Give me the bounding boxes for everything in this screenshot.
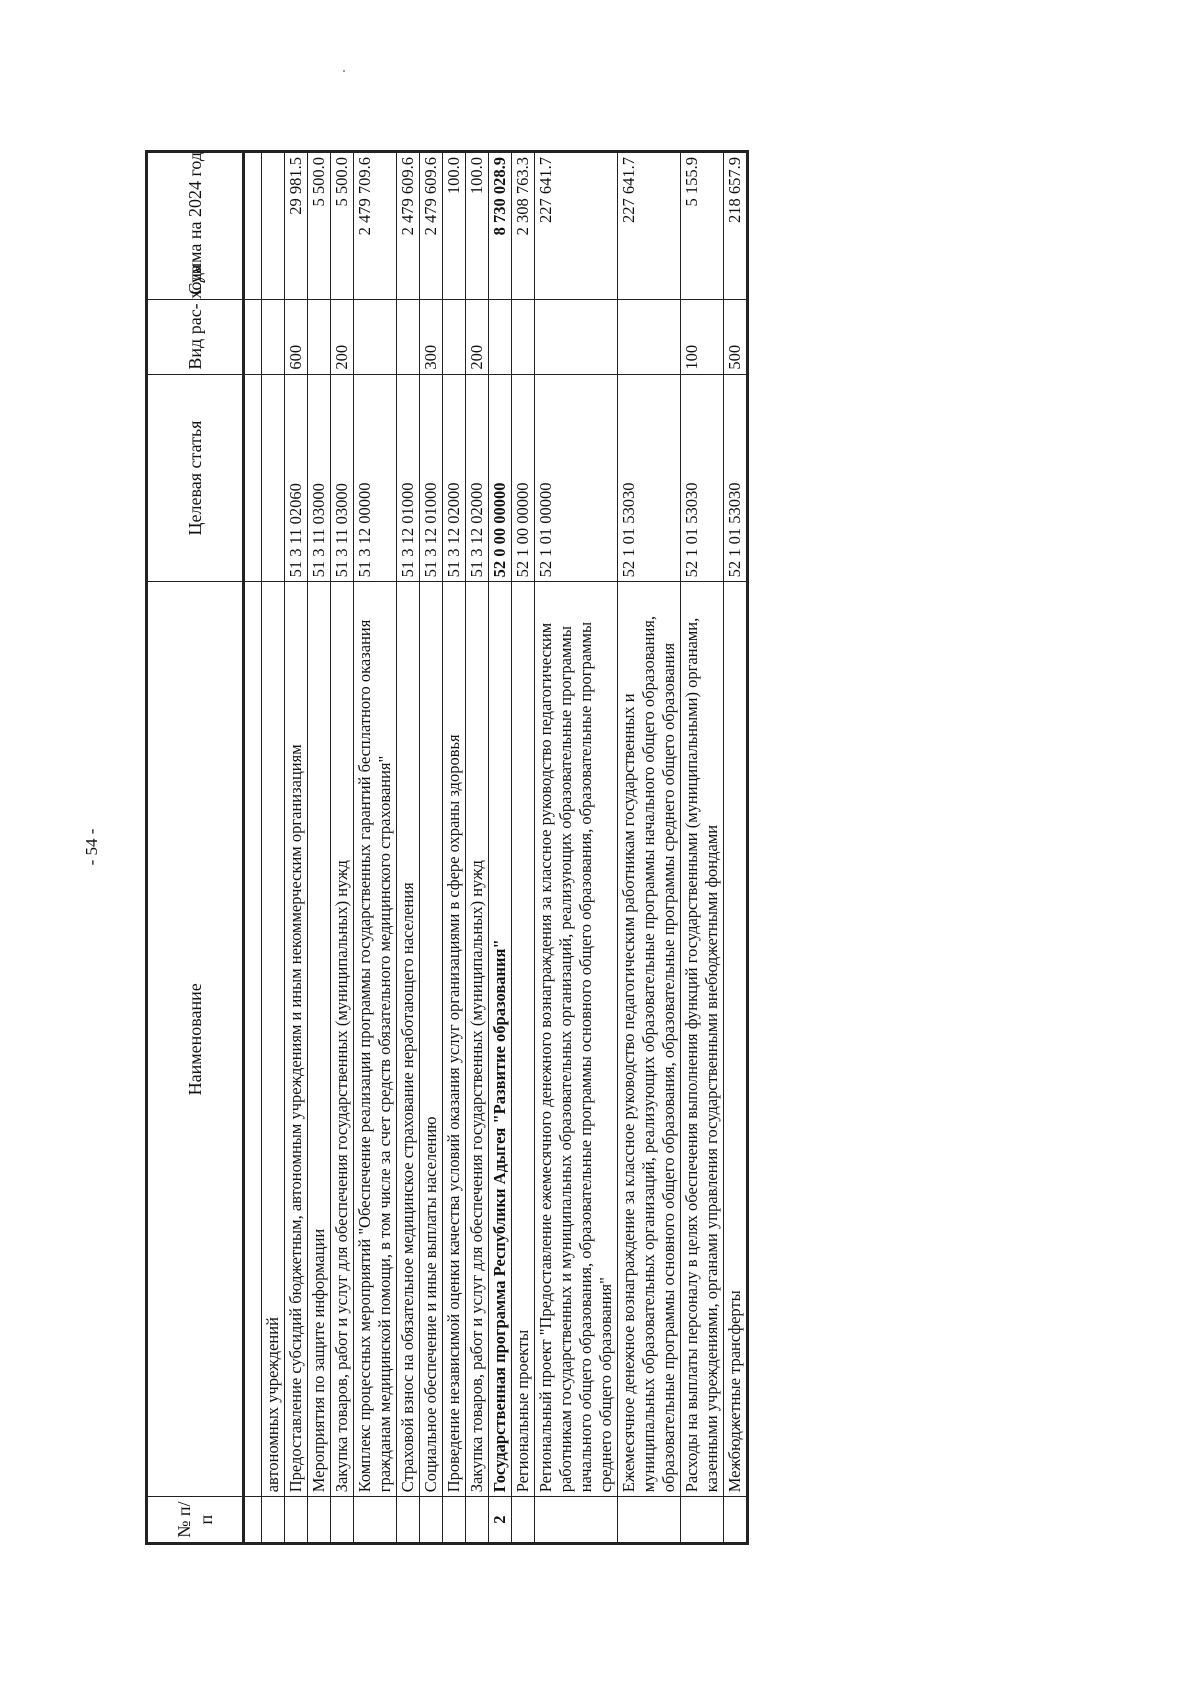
table-row — [397, 152, 420, 1544]
cell-name: автономных учреждений — [262, 582, 285, 1497]
cell-num — [285, 1497, 308, 1544]
table-row — [331, 152, 354, 1544]
cell-target: 52 1 01 53030 — [681, 374, 724, 582]
cell-num — [618, 1497, 681, 1544]
cell-sum — [244, 152, 262, 300]
cell-target: 51 3 12 01000 — [397, 374, 420, 582]
cell-target: 51 3 12 02000 — [443, 374, 466, 582]
cell-target: 52 0 00 00000 — [489, 374, 512, 582]
table-row — [681, 152, 724, 1544]
cell-target — [244, 374, 262, 582]
cell-num — [420, 1497, 443, 1544]
cell-target: 51 3 12 00000 — [354, 374, 397, 582]
table-header-row — [147, 152, 244, 1544]
cell-num — [681, 1497, 724, 1544]
cell-expense-type: 600 — [285, 299, 308, 374]
cell-name: Ежемесячное денежное вознаграждение за классное руководство педагогическим работникам государственных и муниципальных образовательных организаций, реализующих образовательные программы начального общего образования, образовательные программы основного общего образования, образовательные программы среднего общего образования — [618, 582, 681, 1497]
cell-sum: 100.0 — [443, 152, 466, 300]
cell-name: Региональные проекты — [512, 582, 535, 1497]
cell-target: 52 1 01 00000 — [535, 374, 618, 582]
cell-name: Социальное обеспечение и иные выплаты населению — [420, 582, 443, 1497]
cell-name: Мероприятия по защите информации — [308, 582, 331, 1497]
cell-target: 51 3 11 03000 — [331, 374, 354, 582]
cell-num — [397, 1497, 420, 1544]
cell-expense-type — [397, 299, 420, 374]
table-row — [489, 152, 512, 1544]
cell-sum: 2 479 609.6 — [420, 152, 443, 300]
header-expense-type: Вид рас- хода — [147, 299, 244, 374]
header-name: Наименование — [147, 582, 244, 1497]
cell-name: Расходы на выплаты персоналу в целях обеспечения выполнения функций государственными (муниципальными) органами, казенными учреждениями, органами управления государственными внебюджетными фондами — [681, 582, 724, 1497]
cell-expense-type — [443, 299, 466, 374]
table-row — [244, 152, 262, 1544]
cell-sum: 2 308 763.3 — [512, 152, 535, 300]
cell-num — [262, 1497, 285, 1544]
cell-target — [262, 374, 285, 582]
cell-num — [443, 1497, 466, 1544]
cell-num — [724, 1497, 748, 1544]
table-row — [724, 152, 748, 1544]
table-row — [618, 152, 681, 1544]
cell-target: 51 3 11 02060 — [285, 374, 308, 582]
cell-sum: 218 657.9 — [724, 152, 748, 300]
cell-sum: 2 479 609.6 — [397, 152, 420, 300]
cell-sum: 5 155.9 — [681, 152, 724, 300]
cell-expense-type — [262, 299, 285, 374]
header-num: № п/п — [147, 1497, 244, 1544]
table-row — [262, 152, 285, 1544]
cell-name: Предоставление субсидий бюджетным, автономным учреждениям и иным некоммерческим организациям — [285, 582, 308, 1497]
cell-num — [244, 1497, 262, 1544]
budget-table — [145, 150, 749, 1545]
table-row — [535, 152, 618, 1544]
cell-name: Проведение независимой оценки качества условий оказания услуг организациями в сфере охраны здоровья — [443, 582, 466, 1497]
cell-expense-type — [354, 299, 397, 374]
cell-sum: 8 730 028.9 — [489, 152, 512, 300]
rotated-table — [145, 150, 1015, 1545]
cell-expense-type — [512, 299, 535, 374]
cell-name: Государственная программа Республики Адыгея "Развитие образования" — [489, 582, 512, 1497]
header-target: Целевая статья — [147, 374, 244, 582]
cell-sum: 5 500.0 — [308, 152, 331, 300]
table-row — [308, 152, 331, 1544]
cell-target: 51 3 12 02000 — [466, 374, 489, 582]
cell-sum: 227 641.7 — [535, 152, 618, 300]
cell-name: Комплекс процессных мероприятий "Обеспечение реализации программы государственных гарантий бесплатного оказания гражданам медицинской помощи, в том числе за счет средств обязательного медицинского страхования" — [354, 582, 397, 1497]
cell-sum: 100.0 — [466, 152, 489, 300]
cell-expense-type — [618, 299, 681, 374]
header-sum: Сумма на 2024 год — [147, 152, 244, 300]
cell-expense-type: 200 — [331, 299, 354, 374]
cell-target: 52 1 01 53030 — [618, 374, 681, 582]
cell-expense-type: 100 — [681, 299, 724, 374]
cell-expense-type — [308, 299, 331, 374]
cell-expense-type: 300 — [420, 299, 443, 374]
budget-table-container — [145, 150, 1015, 1545]
cell-target: 51 3 12 01000 — [420, 374, 443, 582]
cell-sum: 227 641.7 — [618, 152, 681, 300]
cell-sum: 29 981.5 — [285, 152, 308, 300]
table-row — [512, 152, 535, 1544]
cell-target: 52 1 01 53030 — [724, 374, 748, 582]
cell-num — [308, 1497, 331, 1544]
page-number: - 54 - — [82, 828, 101, 866]
cell-name: Закупка товаров, работ и услуг для обеспечения государственных (муниципальных) нужд — [466, 582, 489, 1497]
cell-sum: 5 500.0 — [331, 152, 354, 300]
cell-expense-type — [535, 299, 618, 374]
cell-sum: 2 479 709.6 — [354, 152, 397, 300]
cell-expense-type: 500 — [724, 299, 748, 374]
cell-target: 51 3 11 03000 — [308, 374, 331, 582]
cell-name — [244, 582, 262, 1497]
cell-expense-type — [489, 299, 512, 374]
cell-sum — [262, 152, 285, 300]
cell-num: 2 — [489, 1497, 512, 1544]
scan-speck — [343, 70, 345, 72]
cell-num — [354, 1497, 397, 1544]
cell-expense-type — [244, 299, 262, 374]
table-row — [466, 152, 489, 1544]
table-row — [285, 152, 308, 1544]
table-body — [244, 152, 748, 1544]
cell-num — [512, 1497, 535, 1544]
cell-name: Закупка товаров, работ и услуг для обеспечения государственных (муниципальных) нужд — [331, 582, 354, 1497]
cell-target: 52 1 00 00000 — [512, 374, 535, 582]
cell-name: Региональный проект "Предоставление ежемесячного денежного вознаграждения за классное руководство педагогическим работникам государственных и муниципальных образовательных организаций, реализующих образовательные программы начального общего образования, образовательные программы основного общего образования, образовательные программы среднего общего образования" — [535, 582, 618, 1497]
table-row — [354, 152, 397, 1544]
cell-num — [535, 1497, 618, 1544]
cell-expense-type: 200 — [466, 299, 489, 374]
cell-num — [331, 1497, 354, 1544]
cell-name: Страховой взнос на обязательное медицинское страхование неработающего населения — [397, 582, 420, 1497]
cell-name: Межбюджетные трансферты — [724, 582, 748, 1497]
cell-num — [466, 1497, 489, 1544]
table-row — [420, 152, 443, 1544]
table-row — [443, 152, 466, 1544]
